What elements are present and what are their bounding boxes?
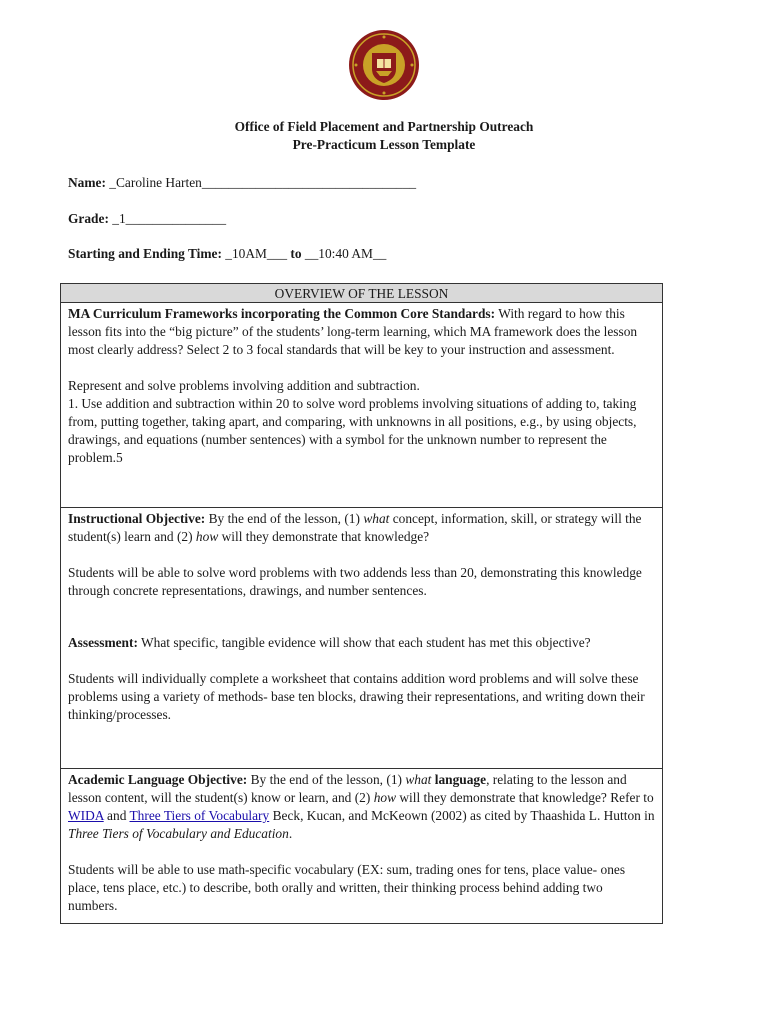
curriculum-label: MA Curriculum Frameworks incorporating the Common Core Standards:: [68, 306, 496, 321]
curriculum-prompt: With regard to how this lesson fits into the “big picture” of the students’ long-term learning, which MA framework does the lesson most clearly address? Select 2 to 3 focal standards that will be key to your instruction and assessment.: [68, 306, 638, 357]
three-tiers-link[interactable]: Three Tiers of Vocabulary: [129, 808, 270, 823]
instructional-prompt-how: how: [195, 529, 219, 544]
academic-prompt-language: language: [434, 772, 487, 787]
time-field: [68, 246, 386, 262]
academic-prompt-and: and: [103, 808, 130, 823]
academic-label: Academic Language Objective:: [68, 772, 248, 787]
name-value: _Caroline Harten________________________________: [105, 175, 417, 190]
instructional-prompt: By the end of the lesson, (1): [205, 511, 364, 526]
document-header: [0, 118, 768, 154]
assessment-answer: Students will individually complete a worksheet that contains addition word problems and will solve these problems using a variety of methods- base ten blocks, drawing their representations, and writing down their thinking/processes.: [68, 671, 645, 722]
instructional-prompt-what: what: [363, 511, 390, 526]
curriculum-cell: [61, 303, 663, 508]
template-title: Pre-Practicum Lesson Template: [292, 137, 476, 152]
instructional-prompt-b: concept, information, skill, or strategy will the student(s) learn and (2): [68, 511, 642, 544]
academic-prompt-b: , relating to the lesson and lesson content, will the student(s) know or learn, and (2): [68, 772, 627, 805]
name-field: [68, 175, 416, 191]
instructional-prompt-c: will they demonstrate that knowledge?: [218, 529, 430, 544]
overview-heading: OVERVIEW OF THE LESSON: [61, 284, 663, 303]
academic-prompt-what: what: [405, 772, 432, 787]
instructional-answer: Students will be able to solve word problems with two addends less than 20, demonstrating this knowledge through concrete representations, drawings, and number sentences.: [68, 565, 642, 598]
academic-prompt-d: Beck, Kucan, and McKeown (2002) as cited by Thaashida L. Hutton in: [269, 808, 655, 823]
assessment-label: Assessment:: [68, 635, 138, 650]
university-seal-logo: [348, 29, 420, 101]
name-label: Name:: [68, 175, 106, 190]
time-end: __10:40 AM__: [301, 246, 387, 261]
academic-prompt-c: will they demonstrate that knowledge? Refer to: [396, 790, 654, 805]
overview-table: [60, 283, 663, 924]
academic-book-title: Three Tiers of Vocabulary and Education: [68, 826, 289, 841]
office-title: Office of Field Placement and Partnership Outreach: [234, 119, 534, 134]
objective-cell: [61, 508, 663, 769]
assessment-prompt: What specific, tangible evidence will show that each student has met this objective?: [137, 635, 591, 650]
curriculum-answer-1: Represent and solve problems involving addition and subtraction.: [68, 378, 420, 393]
curriculum-answer-2: 1. Use addition and subtraction within 20 to solve word problems involving situations of adding to, taking from, putting together, taking apart, and comparing, with unknowns in all positions, e.g., by using objects, drawings, and equations (number sentences) with a symbol for the unknown number to represent the problem.5: [68, 396, 637, 465]
instructional-label: Instructional Objective:: [68, 511, 206, 526]
time-start: _10AM___: [221, 246, 291, 261]
grade-field: [68, 211, 226, 227]
time-to: to: [290, 246, 302, 261]
academic-prompt-how: how: [373, 790, 397, 805]
academic-answer: Students will be able to use math-specific vocabulary (EX: sum, trading ones for tens, place value- ones place, tens place, etc.) to describe, both orally and written, their thinking process behind adding two numbers.: [68, 862, 626, 913]
grade-value: _1_______________: [108, 211, 227, 226]
time-label: Starting and Ending Time:: [68, 246, 222, 261]
grade-label: Grade:: [68, 211, 109, 226]
academic-prompt-end: .: [288, 826, 293, 841]
academic-prompt-a: By the end of the lesson, (1): [247, 772, 406, 787]
wida-link[interactable]: WIDA: [68, 808, 104, 823]
academic-language-cell: [61, 769, 663, 924]
